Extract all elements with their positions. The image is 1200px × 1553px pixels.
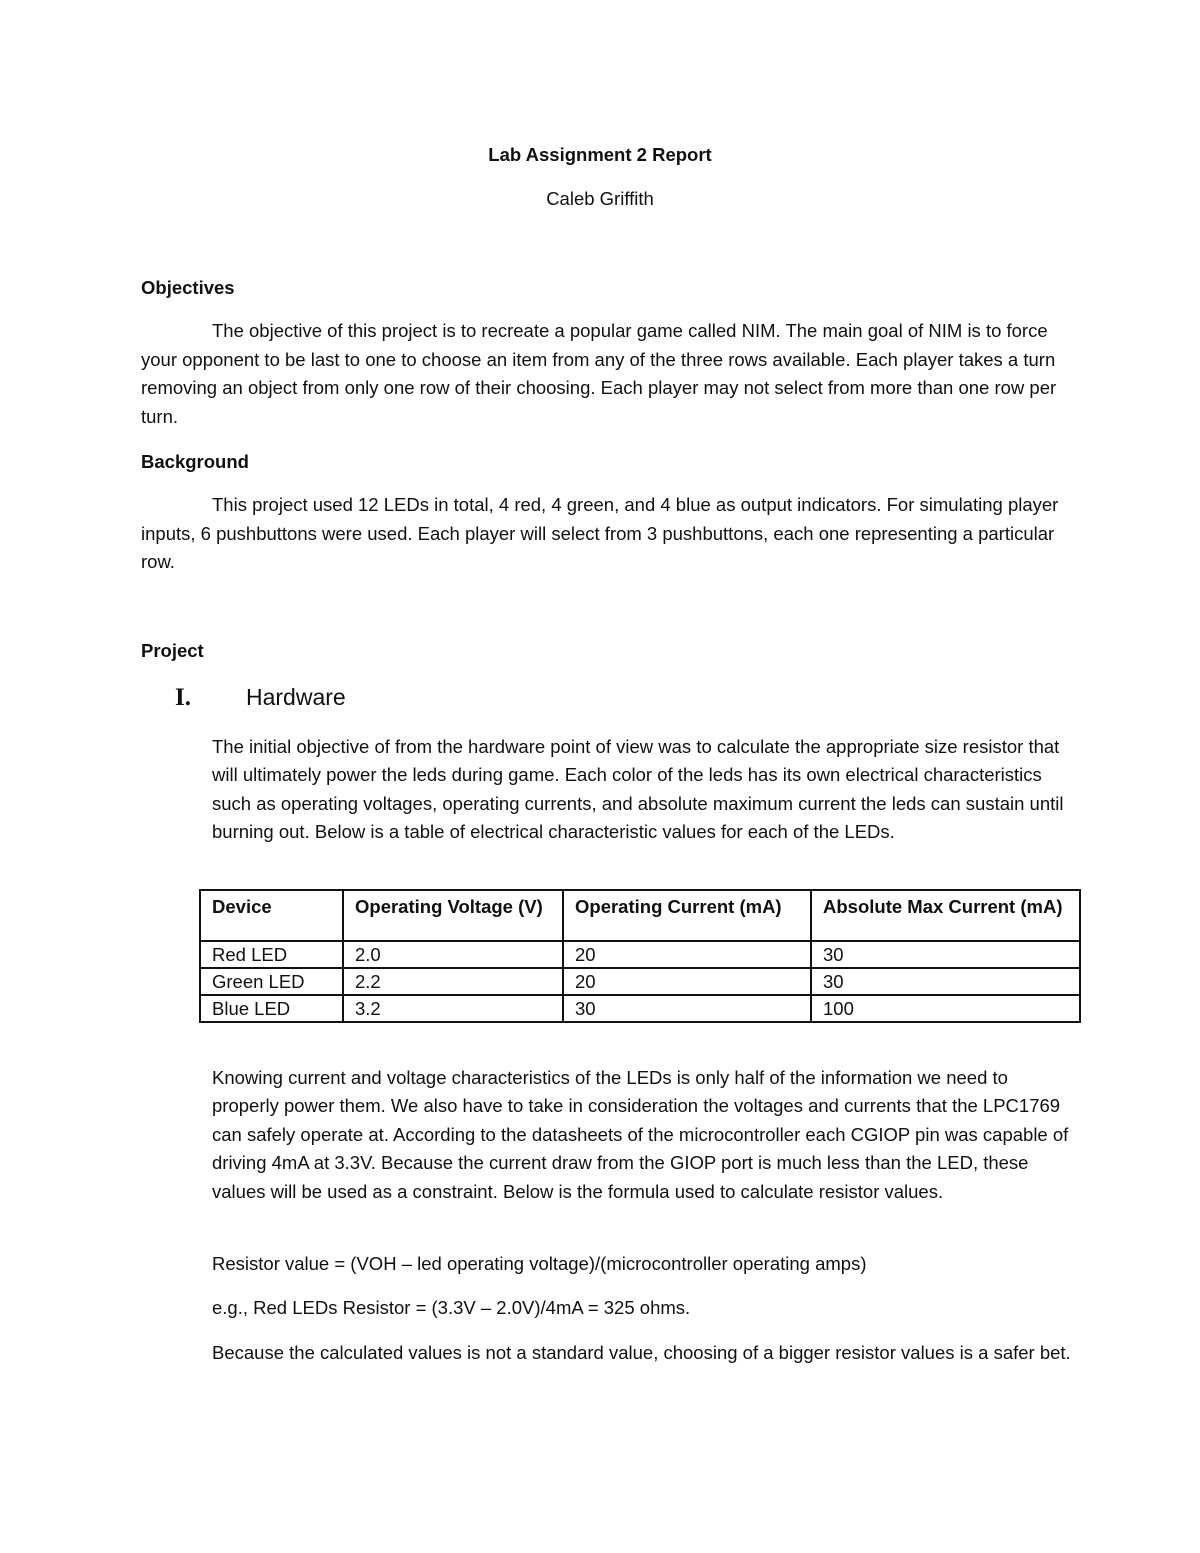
led-characteristics-table [199,889,1081,1023]
table-cell: 30 [811,941,1080,968]
table-cell: Blue LED [200,995,343,1022]
table-header-cell: Operating Voltage (V) [343,890,563,941]
section-title: Hardware [246,684,346,710]
table-header-cell: Device [200,890,343,941]
table-cell: 2.0 [343,941,563,968]
table-cell: 2.2 [343,968,563,995]
document-title: Lab Assignment 2 Report [488,144,712,165]
background-paragraph: This project used 12 LEDs in total, 4 red, 4 green, and 4 blue as output indicators. For simulating player inputs, 6 pushbuttons were used. Each player will select from 3 pushbuttons, each one representing a particular row. [141,494,1059,573]
table-cell: 20 [563,941,811,968]
table-row [200,941,1080,968]
conclusion-paragraph: Because the calculated values is not a standard value, choosing of a bigger resistor values is a safer bet. [212,1342,1071,1363]
table-header-row [200,890,1080,941]
table-cell: 20 [563,968,811,995]
table-cell: 100 [811,995,1080,1022]
table-cell: Red LED [200,941,343,968]
example-text: e.g., Red LEDs Resistor = (3.3V – 2.0V)/4mA = 325 ohms. [212,1297,691,1318]
table-cell: 3.2 [343,995,563,1022]
table-cell: 30 [563,995,811,1022]
knowing-paragraph: Knowing current and voltage characteristics of the LEDs is only half of the information we need to properly power them. We also have to take in consideration the voltages and currents that the LPC1769 can safely operate at. According to the datasheets of the microcontroller each CGIOP pin was capable of driving 4mA at 3.3V. Because the current draw from the GIOP port is much less than the LED, these values will be used as a constraint. Below is the formula used to calculate resistor values. [212,1067,1069,1202]
background-heading: Background [141,451,249,472]
table-header-cell: Operating Current (mA) [563,890,811,941]
table-row [200,968,1080,995]
objectives-paragraph: The objective of this project is to recreate a popular game called NIM. The main goal of NIM is to force your opponent to be last to one to choose an item from any of the three rows available. Each player takes a turn removing an object from only one row of their choosing. Each player may not select from more than one row per turn. [141,320,1057,428]
project-heading: Project [141,640,204,661]
table-cell: Green LED [200,968,343,995]
hardware-intro-paragraph: The initial objective of from the hardware point of view was to calculate the appropriate size resistor that will ultimately power the leds during game. Each color of the leds has its own electrical characteristics such as operating voltages, operating currents, and absolute maximum current the leds can sustain until burning out. Below is a table of electrical characteristic values for each of the LEDs. [212,736,1064,843]
objectives-heading: Objectives [141,277,235,298]
table-row [200,995,1080,1022]
document-author: Caleb Griffith [546,188,654,209]
table-cell: 30 [811,968,1080,995]
table-header-cell: Absolute Max Current (mA) [811,890,1080,941]
section-number: I. [175,684,191,711]
formula-text: Resistor value = (VOH – led operating voltage)/(microcontroller operating amps) [212,1253,867,1274]
